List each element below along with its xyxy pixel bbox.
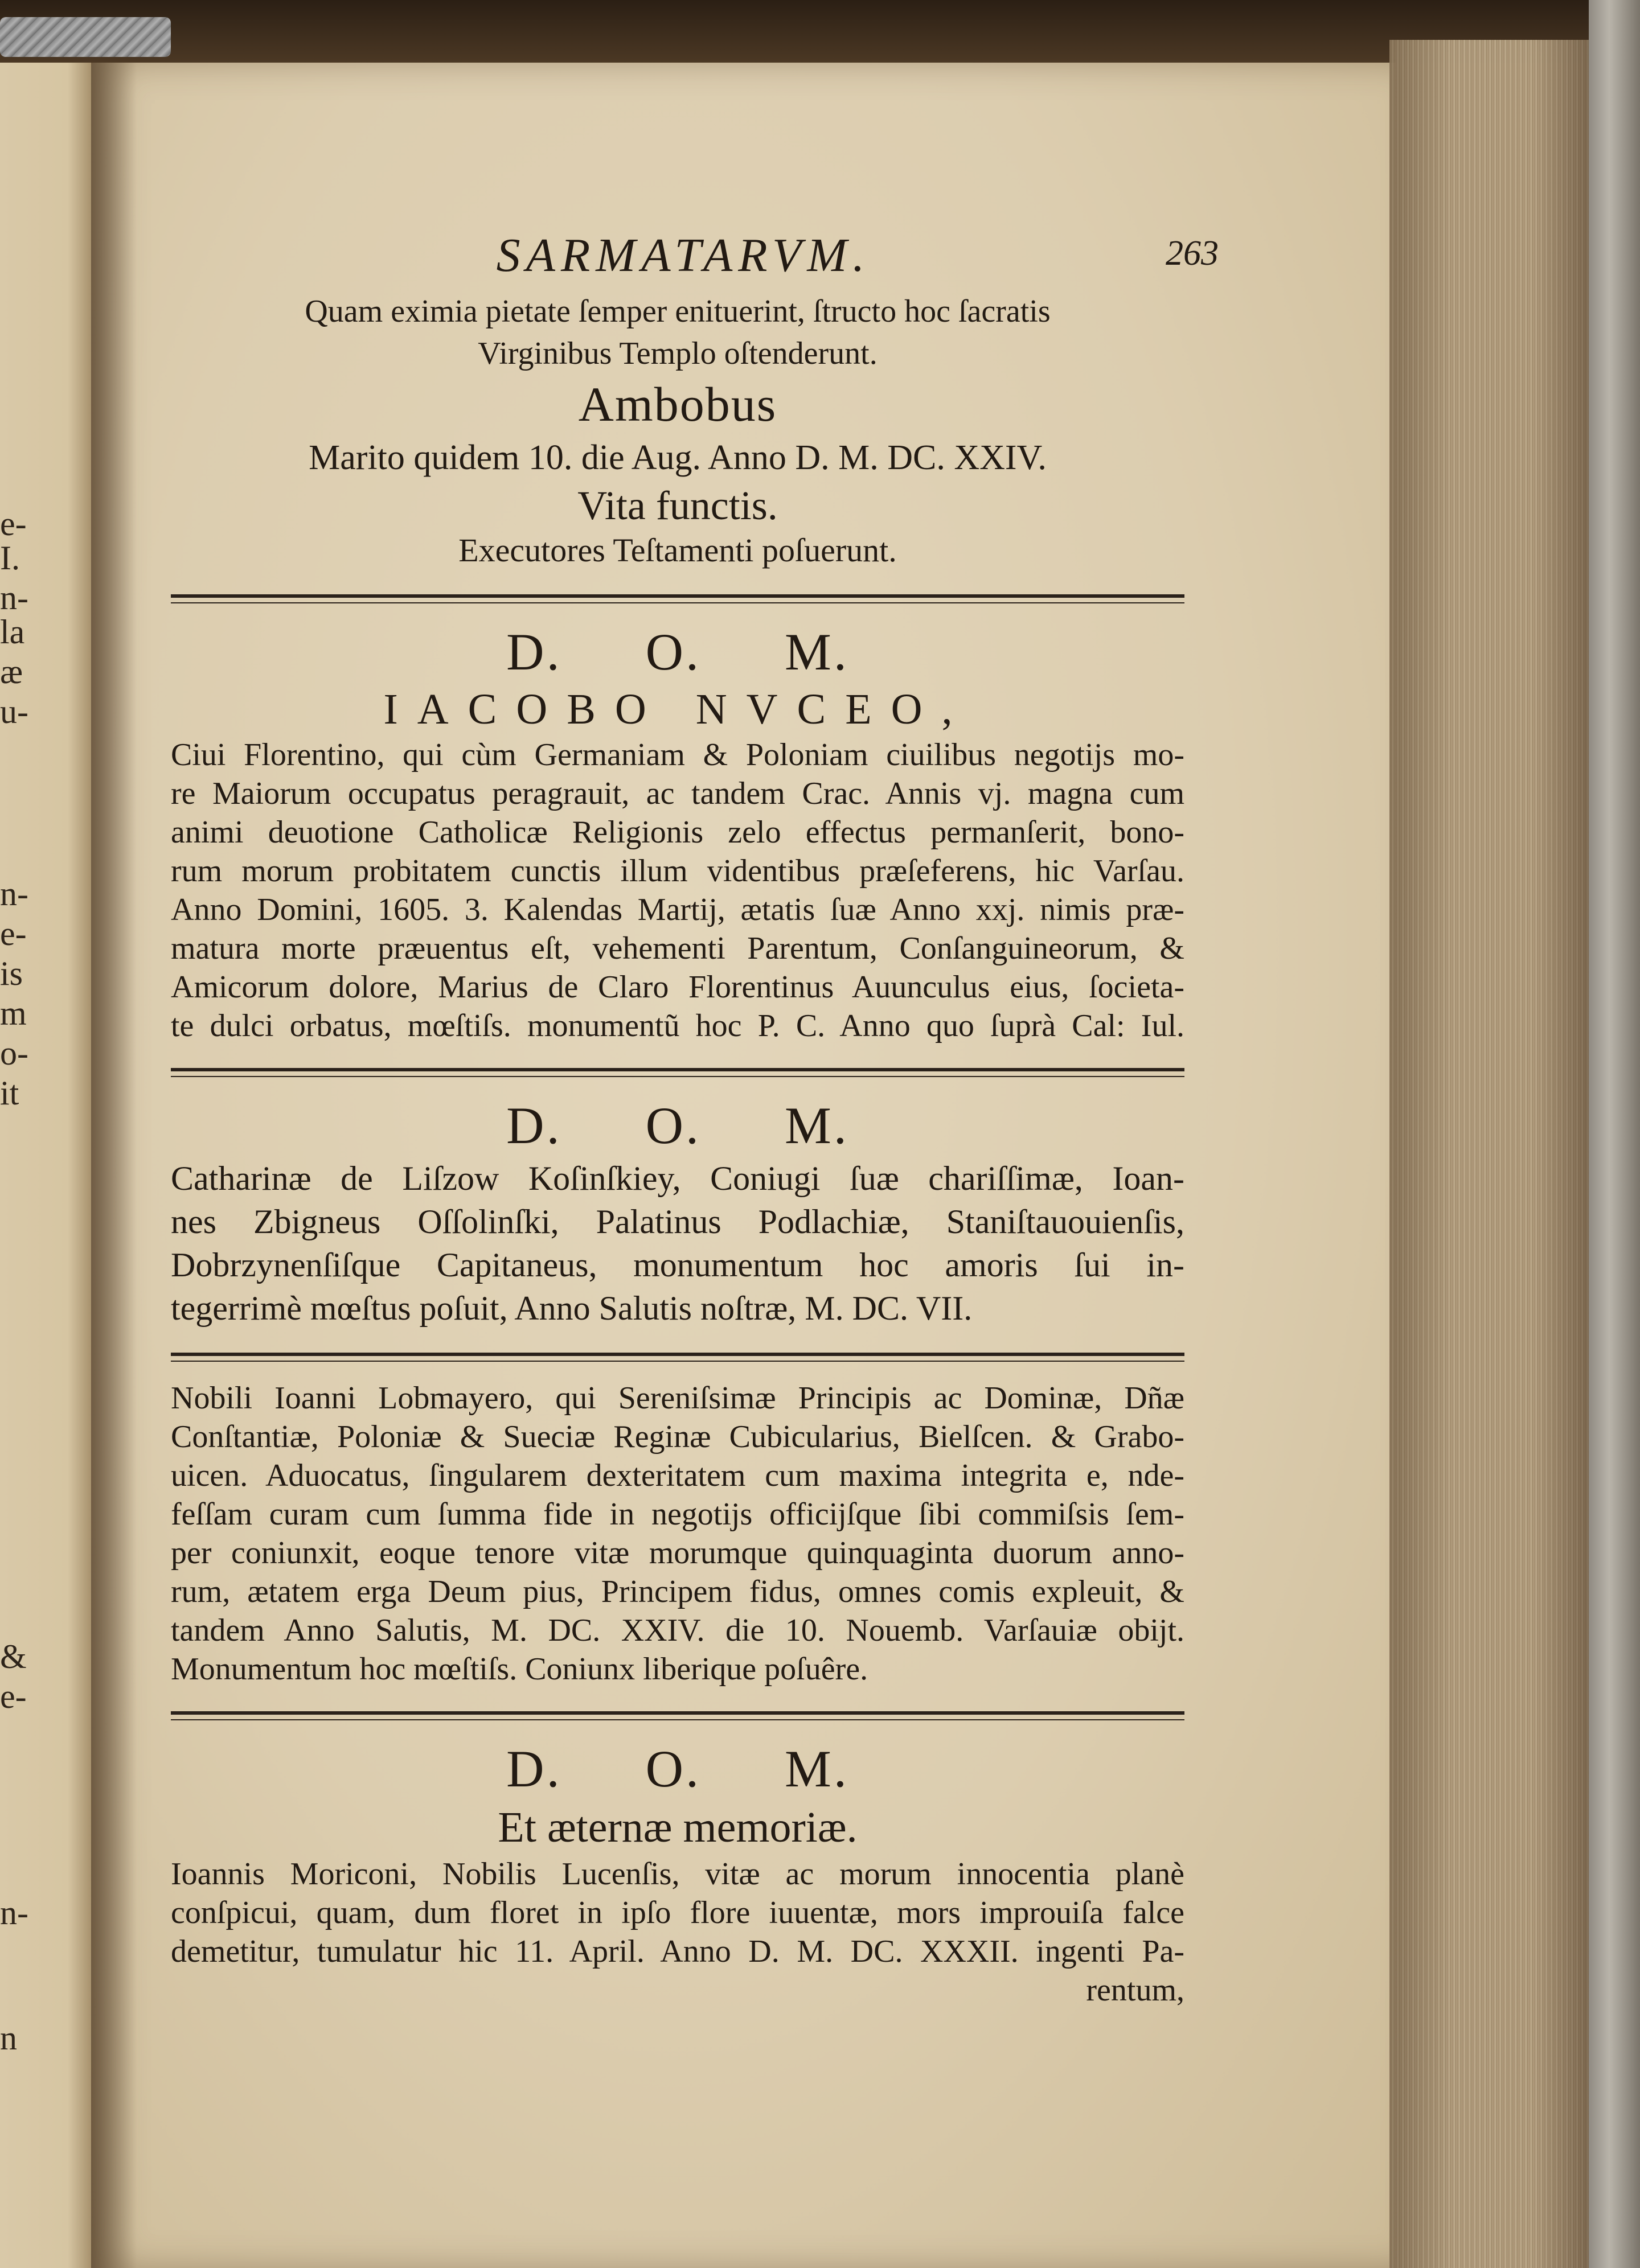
prev-page-fragment: is — [0, 955, 23, 992]
text-line: per coniunxit, eoque tenore vitæ morumque quinquaginta duorum anno- — [171, 1535, 1184, 1571]
inscription-1-line: Quam eximia pietate ſemper enituerint, ſtructo hoc ſacratis — [305, 294, 1051, 329]
text-line: demetitur, tumulatur hic 11. April. Anno D. M. DC. XXXII. ingenti Pa- — [171, 1934, 1184, 1969]
headband — [0, 17, 171, 57]
text-line: Amicorum dolore, Marius de Claro Florentinus Auunculus eius, ſocieta- — [171, 969, 1184, 1005]
prev-page-fragment: e- — [0, 1678, 27, 1715]
prev-page-fragment: I. — [0, 539, 20, 577]
inscription-5-text — [171, 1855, 1184, 2010]
text-line: animi deuotione Catholicæ Religionis zelo effectus permanſerit, bono- — [171, 815, 1184, 850]
inscription-1-heading: Ambobus — [578, 377, 777, 432]
text-line: nes Zbigneus Oſſolinſki, Palatinus Podlachiæ, Staniſtauouienſis, — [171, 1203, 1184, 1240]
text-line: Monumentum hoc mœſtiſs. Coniunx liberique poſuêre. — [171, 1651, 868, 1687]
inscription-1-line: Virginibus Templo oſtenderunt. — [478, 336, 878, 371]
dom-letter: M. — [785, 623, 849, 681]
text-line: tandem Anno Salutis, M. DC. XXIV. die 10. Nouemb. Varſauiæ obijt. — [171, 1613, 1184, 1648]
dom-heading — [171, 1737, 1184, 1800]
page-text-block — [171, 228, 1219, 2010]
dom-letter: O. — [645, 1096, 702, 1154]
text-line: Nobili Ioanni Lobmayero, qui Sereniſsimæ Principis ac Dominæ, Dñæ — [171, 1380, 1184, 1416]
running-head — [171, 228, 1219, 290]
inscription-2-name: IACOBO NVCEO, — [383, 685, 972, 733]
inscription-4-text — [171, 1379, 1184, 1688]
prev-page-fragment: u- — [0, 693, 28, 730]
text-line: Anno Domini, 1605. 3. Kalendas Martij, ætatis ſuæ Anno xxj. nimis præ- — [171, 892, 1184, 927]
prev-page-fragment: n — [0, 2019, 17, 2057]
book-cover-edge — [1589, 0, 1640, 2268]
inscription-1-vita: Vita functis. — [577, 483, 778, 528]
text-line: Ioannis Moriconi, Nobilis Lucenſis, vitæ ac morum innocentia planè — [171, 1856, 1184, 1892]
text-line: tegerrimè mœſtus poſuit, Anno Salutis noſtræ, M. DC. VII. — [171, 1289, 973, 1327]
prev-page-fragment: e- — [0, 915, 27, 952]
prev-page-fragment: it — [0, 1074, 19, 1112]
text-line: Ciui Florentino, qui cùm Germaniam & Poloniam ciuilibus negotijs mo- — [171, 737, 1184, 773]
text-line: uicen. Aduocatus, ſingularem dexteritatem cum maxima integrita e, nde- — [171, 1458, 1184, 1493]
dom-letter: O. — [645, 623, 702, 681]
inscription-3 — [171, 1094, 1184, 1330]
prev-page-fragment: la — [0, 613, 25, 651]
text-line: Conſtantiæ, Poloniæ & Sueciæ Reginæ Cubicularius, Bielſcen. & Grabo- — [171, 1419, 1184, 1455]
text-line: matura morte præuentus eſt, vehementi Parentum, Conſanguineorum, & — [171, 931, 1184, 966]
inscription-3-text — [171, 1157, 1184, 1330]
dom-letter: D. — [506, 1740, 562, 1798]
prev-page-fragment: n- — [0, 579, 28, 617]
prev-page-fragment: o- — [0, 1034, 28, 1072]
prev-page-fragment: e- — [0, 505, 27, 543]
dom-heading — [171, 621, 1184, 683]
text-line: feſſam curam cum ſumma fide in negotijs officijſque ſibi commiſsis ſem- — [171, 1497, 1184, 1532]
section-rule — [171, 1711, 1184, 1715]
running-title: SARMATARVM. — [496, 229, 871, 282]
text-line: te dulci orbatus, mœſtiſs. monumentũ hoc P. C. Anno quo ſuprà Cal: Iul. — [171, 1008, 1184, 1043]
inscription-4 — [171, 1379, 1184, 1688]
text-line: Dobrzynenſiſque Capitaneus, monumentum hoc amoris ſui in- — [171, 1246, 1184, 1284]
dom-letter: D. — [506, 1096, 562, 1154]
text-line: rum, ætatem erga Deum pius, Principem fidus, omnes comis expleuit, & — [171, 1574, 1184, 1609]
page-number: 263 — [1166, 234, 1219, 273]
inscription-2 — [171, 621, 1184, 1045]
dom-letter: M. — [785, 1096, 849, 1154]
section-rule — [171, 1068, 1184, 1071]
inscription-1-date-line: Marito quidem 10. die Aug. Anno D. M. DC. XXIV. — [309, 438, 1047, 477]
dom-letter: M. — [785, 1740, 849, 1798]
previous-page — [0, 63, 97, 2268]
prev-page-fragment: m — [0, 995, 27, 1032]
dom-heading — [171, 1094, 1184, 1157]
gutter-shadow — [91, 63, 137, 2268]
inscription-5-subtitle: Et æternæ memoriæ. — [498, 1803, 858, 1851]
dom-letter: D. — [506, 623, 562, 681]
prev-page-fragment: n- — [0, 1894, 28, 1932]
fore-edge-shadow — [1389, 40, 1594, 2268]
text-line: rum morum probitatem cunctis illum videntibus præſeferens, hic Varſau. — [171, 853, 1184, 889]
dom-letter: O. — [645, 1740, 702, 1798]
section-rule — [171, 594, 1184, 598]
prev-page-fragment: & — [0, 1638, 27, 1675]
inscription-5 — [171, 1737, 1184, 2010]
prev-page-fragment: æ — [0, 653, 23, 691]
inscription-2-text — [171, 736, 1184, 1045]
text-line: conſpicui, quam, dum floret in ipſo flore iuuentæ, mors improuiſa falce — [171, 1895, 1184, 1930]
catchword: rentum, — [1086, 1973, 1184, 2008]
inscription-1-executors: Executores Teſtamenti poſuerunt. — [458, 532, 897, 569]
text-line: re Maiorum occupatus peragrauit, ac tandem Crac. Annis vj. magna cum — [171, 776, 1184, 811]
prev-page-fragment: n- — [0, 875, 28, 913]
section-rule — [171, 1353, 1184, 1356]
inscription-1 — [171, 290, 1184, 572]
text-line: Catharinæ de Liſzow Koſinſkiey, Coniugi ſuæ chariſſimæ, Ioan- — [171, 1160, 1184, 1197]
